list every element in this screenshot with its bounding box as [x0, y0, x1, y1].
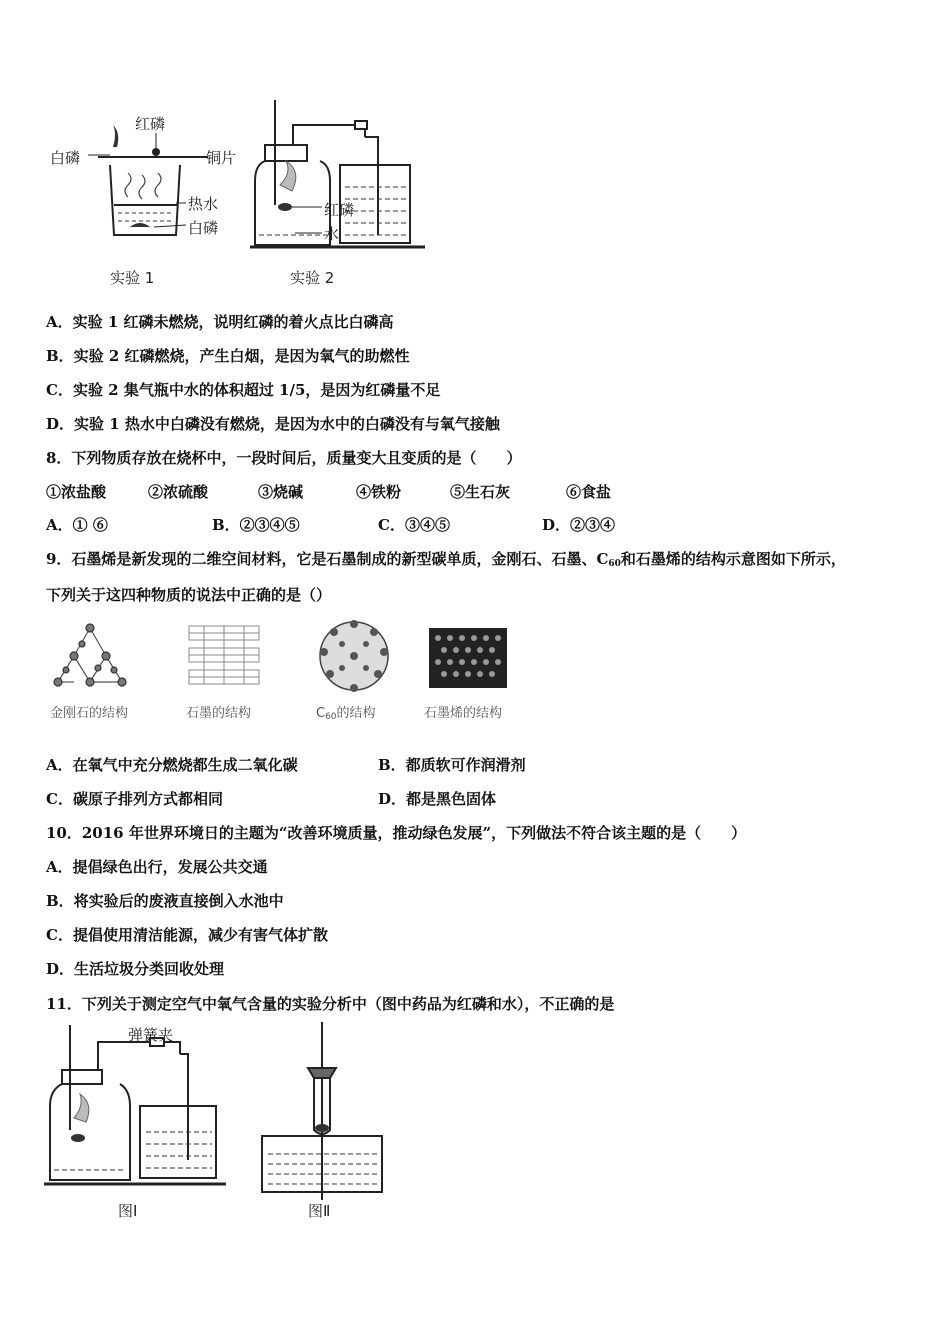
- exp1-white-phosphorus-bottom-label: 白磷: [188, 219, 219, 237]
- diamond-caption: 金刚石的结构: [50, 706, 129, 721]
- q9-option-a: A．在氧气中充分燃烧都生成二氧化碳: [46, 756, 298, 774]
- graphene-structure-drawing: [429, 628, 507, 688]
- q8-item-3: ③烧碱: [258, 483, 304, 501]
- q8-option-b: B．②③④⑤: [212, 516, 300, 534]
- q9-stem-subscript: 60: [608, 559, 621, 569]
- experiment-figure: [40, 95, 440, 295]
- diamond-structure-drawing: [54, 624, 126, 686]
- q9-option-b: B．都质软可作润滑剂: [378, 756, 526, 774]
- q7-option-b: B．实验 2 红磷燃烧，产生白烟，是因为氧气的助燃性: [46, 347, 410, 365]
- q11-stem: 11．下列关于测定空气中氧气含量的实验分析中（图中药品为红磷和水），不正确的是: [46, 995, 615, 1013]
- c60-caption-subscript: 60: [325, 712, 337, 722]
- fig-1-caption: 图Ⅰ: [118, 1202, 138, 1220]
- q8-option-d: D．②③④: [542, 516, 616, 534]
- q11-figure: [40, 1020, 400, 1230]
- q7-option-a: A．实验 1 红磷未燃烧，说明红磷的着火点比白磷高: [46, 313, 394, 331]
- q10-option-d: D．生活垃圾分类回收处理: [46, 960, 225, 978]
- q8-item-2: ②浓硫酸: [148, 483, 209, 501]
- c60-caption-prefix: C: [316, 706, 326, 721]
- q8-option-c: C．③④⑤: [378, 516, 450, 534]
- q9-stem-line2: 下列关于这四种物质的说法中正确的是（）: [46, 586, 332, 604]
- exp1-caption: 实验 1: [110, 269, 155, 287]
- q7-option-d: D．实验 1 热水中白磷没有燃烧，是因为水中的白磷没有与氧气接触: [46, 415, 500, 433]
- q11-apparatus-drawing: [40, 1020, 400, 1230]
- q8-item-4: ④铁粉: [356, 483, 402, 501]
- exp1-white-phosphorus-label: 白磷: [50, 149, 81, 167]
- q10-option-b: B．将实验后的废液直接倒入水池中: [46, 892, 284, 910]
- q9-stem-text: 9．石墨烯是新发现的二维空间材料，它是石墨制成的新型碳单质，金刚石、石墨、C: [46, 550, 609, 568]
- exp2-water-label: 水: [324, 225, 340, 243]
- experiment-apparatus-drawing: [40, 95, 440, 295]
- q8-stem: 8．下列物质存放在烧杯中，一段时间后，质量变大且变质的是（ ）: [46, 449, 522, 467]
- carbon-structures-figure: [44, 618, 544, 728]
- q8-item-6: ⑥食盐: [566, 483, 612, 501]
- graphite-caption: 石墨的结构: [186, 706, 252, 721]
- q8-item-1: ①浓盐酸: [46, 483, 107, 501]
- q9-stem-text-2: 和石墨烯的结构示意图如下所示，: [620, 550, 846, 568]
- fig-2-caption: 图Ⅱ: [308, 1202, 331, 1220]
- exp1-hot-water-label: 热水: [188, 195, 219, 213]
- graphite-structure-drawing: [189, 626, 259, 684]
- c60-structure-drawing: [320, 620, 388, 692]
- exp2-red-phosphorus-label: 红磷: [324, 201, 355, 219]
- exp1-red-phosphorus-label: 红磷: [135, 115, 166, 133]
- q7-option-c: C．实验 2 集气瓶中水的体积超过 1/5，是因为红磷量不足: [46, 381, 441, 399]
- c60-caption-suffix: 的结构: [336, 706, 376, 721]
- q9-option-c: C．碳原子排列方式都相同: [46, 790, 223, 808]
- q8-item-5: ⑤生石灰: [450, 483, 511, 501]
- exp1-copper-sheet-label: 铜片: [206, 149, 237, 167]
- q10-stem: 10．2016 年世界环境日的主题为“改善环境质量，推动绿色发展”，下列做法不符合该主题的是（ ）: [46, 824, 747, 842]
- exp2-caption: 实验 2: [290, 269, 335, 287]
- q9-stem-line1: [46, 548, 846, 569]
- spring-clip-label: 弹簧夹: [128, 1026, 174, 1044]
- q8-option-a: A．① ⑥: [46, 516, 108, 534]
- c60-caption: [316, 702, 376, 722]
- q9-option-d: D．都是黑色固体: [378, 790, 497, 808]
- graphene-caption: 石墨烯的结构: [424, 706, 503, 721]
- q10-option-a: A．提倡绿色出行，发展公共交通: [46, 858, 268, 876]
- q10-option-c: C．提倡使用清洁能源，减少有害气体扩散: [46, 926, 328, 944]
